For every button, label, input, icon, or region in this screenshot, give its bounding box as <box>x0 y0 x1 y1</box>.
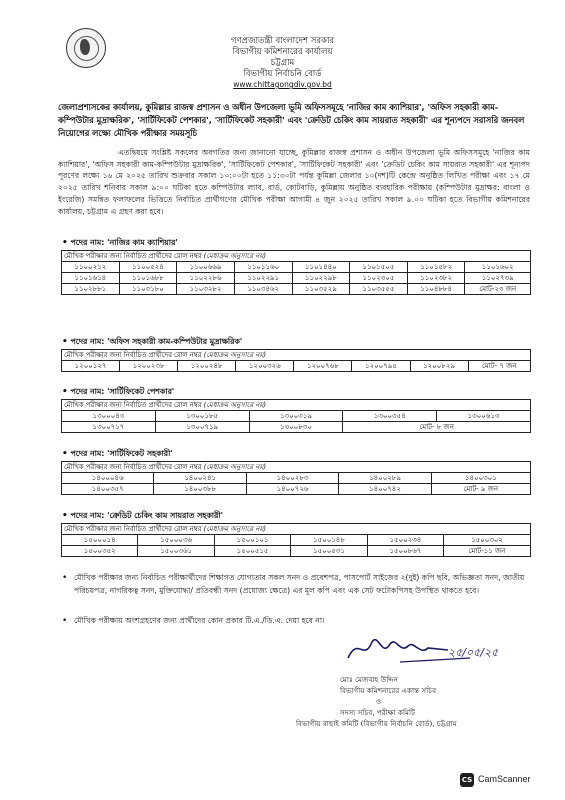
table-cell: ১১০১৬১৪ <box>62 273 120 284</box>
signature-date: ২৫/০৫/২৫ <box>448 646 499 659</box>
table-cell: ১১০২৮৮১ <box>62 284 120 295</box>
camscanner-watermark: CamScanner <box>478 774 531 784</box>
table-cell: ১১০১৬৮৮ <box>119 273 177 284</box>
section-title-1: • পদের নাম: 'নাজির কাম ক্যাশিয়ার' <box>62 238 178 248</box>
header-website-link[interactable]: www.chittagongdiv.gov.bd <box>233 80 332 89</box>
table-cell: ১১০৪৮৮৪ <box>407 284 465 295</box>
table-cell: ১৪০০৩০১ <box>431 473 530 484</box>
table-cell: ১৩০০৩৫৪ <box>343 411 437 422</box>
header-line-govt: গণপ্রজাতন্ত্রী বাংলাদেশ সরকার <box>230 36 335 46</box>
bullet-icon: • <box>62 573 68 583</box>
table-cell: ১৩০০০৪৩ <box>62 411 156 422</box>
table-row <box>62 284 531 295</box>
table-cell: ১৩০০৭১৭ <box>62 422 156 433</box>
bullet-icon: • <box>62 337 68 347</box>
table-cell: মোট- ৯ জন <box>431 484 530 495</box>
table-cell: ১৫০০৩৬১ <box>138 546 214 557</box>
table-cell: ১১০২২৮৬ <box>177 273 235 284</box>
table-row <box>62 262 531 273</box>
table-cell: ১১০২৭৩৯ <box>465 273 531 284</box>
roll-table-3 <box>61 399 531 433</box>
table-cell: ১১০০৬৬৯ <box>177 262 235 273</box>
table-cell: ১২০০২৩৮ <box>120 361 178 372</box>
table-row <box>62 546 531 557</box>
table-cell: ১১০৩৫২৯ <box>292 284 350 295</box>
bullet-icon: • <box>62 238 68 248</box>
table-cell: ১১০৩৫৫৫ <box>350 284 408 295</box>
table-cell: ১৪০০৩৫৭ <box>62 484 154 495</box>
table-cell: ১২০০৩২৬ <box>236 361 294 372</box>
table-cell: ১৩০০৮৩০ <box>249 422 343 433</box>
table-cell: ১৩০০৬১৩ <box>437 411 531 422</box>
table-cell: ১১০১৫৮২ <box>407 262 465 273</box>
table-cell: ১৫০০১৪৮ <box>291 535 367 546</box>
section-title-5: • পদের নাম: 'ক্রেডিট চেকিং কাম সায়রাত সহকারী' <box>62 511 223 521</box>
table-row <box>62 484 531 495</box>
table-cell: মোট-১১ জন <box>444 546 531 557</box>
table-row <box>62 411 531 422</box>
table-caption: মৌখিক পরীক্ষার জন্য নির্বাচিত প্রার্থীদের রোল নম্বর (মেধাক্রম অনুসারে নয়) <box>62 462 531 473</box>
table-cell: ১১০১৬০২ <box>465 262 531 273</box>
table-row <box>62 361 531 372</box>
section-title-3: • পদের নাম: 'সার্টিফিকেট পেশকার' <box>62 387 175 397</box>
bullet-icon: • <box>62 449 68 459</box>
table-row <box>62 535 531 546</box>
table-cell: ১৩০০৩১৯ <box>249 411 343 422</box>
table-row <box>62 422 531 433</box>
bullet-icon: • <box>62 511 68 521</box>
table-cell: ১১০২২৯৮ <box>292 273 350 284</box>
camscanner-logo-icon: CS <box>460 773 474 787</box>
table-cell: মোট- ৭ জন <box>468 361 530 372</box>
roll-table-1 <box>61 250 531 295</box>
table-cell: ১১০৩২৮২ <box>177 284 235 295</box>
table-caption: মৌখিক পরীক্ষার জন্য নির্বাচিত প্রার্থীদের রোল নম্বর (মেধাক্রম অনুসারে নয়) <box>62 400 531 411</box>
table-cell: ১৫০০৩৫২ <box>62 546 138 557</box>
header-line-board: বিভাগীয় নির্বাচনি বোর্ড <box>243 69 322 79</box>
table-cell: ১৪০০০৪৬ <box>62 473 154 484</box>
table-cell: মোট-২৩ জন <box>465 284 531 295</box>
table-cell: ১১০২৩৮২ <box>407 273 465 284</box>
notice-title: জেলাপ্রশাসকের কার্যালয়, কুমিল্লার রাজস্ব প্রশাসন ও অধীন উপজেলা ভূমি অফিসসমূহে 'নাজির কাম ক্যাশিয়ার', 'অফিস সহকারী কাম-কম্পিউটার মুদ্রাক্ষরিক', 'সার্টিফিকেট পেশকার', 'সার্টিফিকেট সহকারী' এবং 'ক্রেডিট চেকিং কাম সায়রাত সহকারী' এর শূন্যপদে সরাসরি জনবল নিয়োগের লক্ষ্যে মৌখিক পরীক্ষার সময়সূচি <box>58 102 525 138</box>
table-cell: ১২০০৭৬৮ <box>294 361 352 372</box>
header-line-city: চট্টগ্রাম <box>270 58 295 68</box>
note-documents: • মৌখিক পরীক্ষার জন্য নির্বাচিত পরীক্ষার্থীদের শিক্ষাগত যোগ্যতার সকল সনদ ও প্রবেশপত্র, পাসপোর্ট সাইজের ২(দুই) কপি ছবি, অভিজ্ঞতা সনদ, জাতীয় পরিচয়পত্র, নাগরিকত্ব সনদ, মুক্তিযোদ্ধা/ প্রতিবন্ধী সনদ (প্রযোজ্য ক্ষেত্রে) এর মূল কপি এবং এক সেট ফটোকপিসহ উপস্থিত থাকতে হবে। <box>62 573 525 595</box>
table-cell: ১১০১৪৪০ <box>292 262 350 273</box>
table-caption: মৌখিক পরীক্ষার জন্য নির্বাচিত প্রার্থীদের রোল নম্বর (মেধাক্রম অনুসারে নয়) <box>62 251 531 262</box>
table-cell: ১৫০০৩০২ <box>444 535 531 546</box>
table-cell: ১১০১৫০৫ <box>350 262 408 273</box>
section-title-4: • পদের নাম: 'সার্টিফিকেট সহকারী' <box>62 449 173 459</box>
table-caption: মৌখিক পরীক্ষার জন্য নির্বাচিত প্রার্থীদের রোল নম্বর (মেধাক্রম অনুসারে নয়) <box>62 350 531 361</box>
table-cell: মোট- ৮ জন <box>343 422 531 433</box>
table-cell: ১১০২৩০৫ <box>350 273 408 284</box>
table-cell: ১২০০১২৭ <box>62 361 120 372</box>
signatory-title-3: বিভাগীয় বাছাই কমিটি (বিভাগীয় নির্বাচনি বোর্ড), চট্টগ্রাম <box>296 719 457 728</box>
roll-table-2 <box>61 349 531 372</box>
table-cell: ১৪০০৭২৬ <box>246 484 338 495</box>
intro-paragraph: এতদ্বিষয়ে সংশ্লিষ্ট সকলের অবগতির জন্য জানানো যাচ্ছে, কুমিল্লার রাজস্ব প্রশাসন ও অধীন উপজেলা ভূমি অফিসসমূহে 'নাজির কাম ক্যাশিয়ার', 'অফিস সহকারী কাম-কম্পিউটার মুদ্রাক্ষরিক', 'সার্টিফিকেট পেশকার', 'সার্টিফিকেট সহকারী' এবং 'ক্রেডিট চেকিং কাম সায়রাত সহকারী' এর শূন্যপদ পূরণের লক্ষ্যে ১৬ মে ২০২৫ তারিখ শুক্রবার সকাল ১০:০০টা হতে ১১:৩০টা পর্যন্ত কুমিল্লা জেলার ১০(দশ)টি কেন্দ্রে অনুষ্ঠিত লিখিত পরীক্ষা এবং ১৭ মে ২০২৫ তারিখ শনিবার সকাল ৯:০০ ঘটিকা হতে কম্পিউটার ল্যাব, বার্ড, কোটবাড়ি, কুমিল্লায় অনুষ্ঠিত ব্যবহারিক পরীক্ষায় (কম্পিউটার মুদ্রাক্ষর: বাংলা ও ইংরেজি) সমন্বিত ফলাফলের ভিত্তিতে নির্বাচিত প্রার্থীগণের মৌখিক পরীক্ষা আগামী ৪ জুন ২০২৫ তারিখ সকাল ৯.০০ ঘটিকা হতে বিভাগীয় কমিশনারের কার্যালয়, চট্টগ্রাম এ গ্রহণ করা হবে। <box>58 148 530 216</box>
header-line-office: বিভাগীয় কমিশনারের কার্যালয় <box>232 47 333 57</box>
table-cell: ১৪০০৭৪২ <box>339 484 431 495</box>
table-cell: ১১০১১৬০ <box>234 262 292 273</box>
table-cell: ১৫০০০৩৬ <box>138 535 214 546</box>
table-cell: ১২০০৭৯৫ <box>352 361 410 372</box>
table-cell: ১৪০০২৮৩ <box>246 473 338 484</box>
table-cell: ১৫০০৫১৫ <box>214 546 290 557</box>
table-caption: মৌখিক পরীক্ষার জন্য নির্বাচিত প্রার্থীদের রোল নম্বর (মেধাক্রম অনুসারে নয়) <box>62 524 531 535</box>
table-cell: ১৫০০২৩৪ <box>367 535 443 546</box>
signatory-title-2: সদস্য সচিব, পরীক্ষা কমিটি <box>340 708 416 717</box>
roll-table-4 <box>61 461 531 495</box>
table-row <box>62 473 531 484</box>
table-cell: ১১০৩১৮০ <box>119 284 177 295</box>
table-cell: ১৪০০২৮৯ <box>339 473 431 484</box>
bullet-icon: • <box>62 387 68 397</box>
section-title-2: • পদের নাম: 'অফিস সহকারী কাম-কম্পিউটার মুদ্রাক্ষরিক' <box>62 337 243 347</box>
note-ta-da: • মৌখিক পরীক্ষায় অংশগ্রহণের জন্য প্রার্থীদের কোন প্রকার টি.এ./ডি.এ. দেয়া হবে না। <box>62 616 325 626</box>
table-row <box>62 273 531 284</box>
table-cell: ১৩০০৭১৯ <box>155 422 249 433</box>
table-cell: ১২০০২৪৮ <box>178 361 236 372</box>
table-cell: ১৫০০০১৪ <box>62 535 138 546</box>
signatory-title-1: বিভাগীয় কমিশনারের একান্ত সচিব <box>340 686 437 695</box>
table-cell: ১৪০০৩৮৮ <box>154 484 246 495</box>
table-cell: ১৫০০৮৬৭ <box>367 546 443 557</box>
roll-table-5 <box>61 523 531 557</box>
bullet-icon: • <box>62 616 68 626</box>
signatory-name: মোঃ মেজবাহ উদ্দিন <box>340 675 398 684</box>
table-cell: ১৫০০৫৩১ <box>291 546 367 557</box>
table-cell: ১২০০৮২৯ <box>410 361 468 372</box>
table-cell: ১১০০৫২৪ <box>119 262 177 273</box>
table-cell: ১৪০০২৪১ <box>154 473 246 484</box>
table-cell: ১৩০০১৮৫ <box>155 411 249 422</box>
table-cell: ১১০২২৯১ <box>234 273 292 284</box>
table-cell: ১৫০০১০১ <box>214 535 290 546</box>
table-cell: ১১০৩৪৬২ <box>234 284 292 295</box>
table-cell: ১১০০২১২ <box>62 262 120 273</box>
signatory-and: ও <box>376 697 382 706</box>
